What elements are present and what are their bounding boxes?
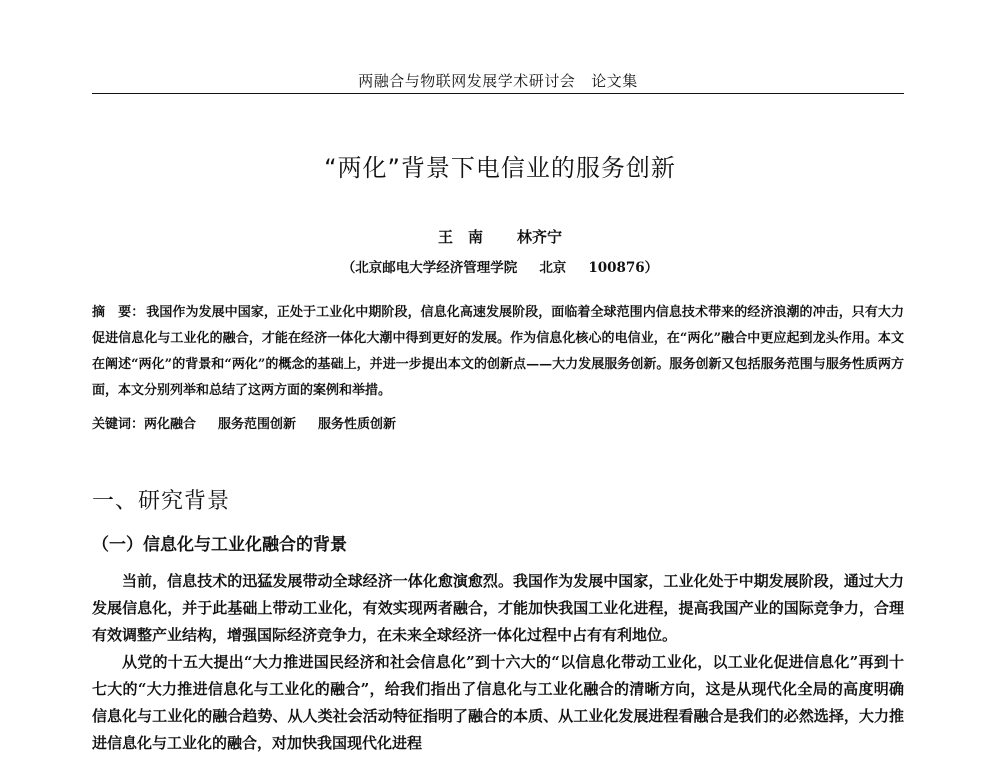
running-header-series: 两融合与物联网发展学术研讨会 [358,72,576,90]
header-rule [92,93,904,94]
affiliation [0,256,1000,276]
body-paragraph: 当前，信息技术的迅猛发展带动全球经济一体化愈演愈烈。我国作为发展中国家，工业化处于中期发展阶段，通过大力发展信息化，并于此基础上带动工业化，有效实现两者融合，才能加快我国工业化进程，提高我国产业的国际竞争力，合理有效调整产业结构，增强国际经济竞争力，在未来全球经济一体化过程中占有有利地位。 [92,572,904,644]
abstract-text: 我国作为发展中国家，正处于工业化中期阶段，信息化高速发展阶段，面临着全球范围内信息技术带来的经济浪潮的冲击，只有大力促进信息化与工业化的融合，才能在经济一体化大潮中得到更好的发展。作为信息化核心的电信业，在“两化”融合中更应起到龙头作用。本文在阐述“两化”的背景和“两化”的概念的基础上，并进一步提出本文的创新点——大力发展服务创新。服务创新又包括服务范围与服务性质两方面，本文分别列举和总结了这两方面的案例和举措。 [92,305,904,398]
affiliation-institution: （北京邮电大学经济管理学院 [341,260,518,276]
affiliation-city: 北京 [539,260,567,276]
author-name: 林齐宁 [517,228,563,246]
section-heading: 一、研究背景 [92,489,231,514]
keywords-label: 关键词： [92,417,145,432]
running-header [92,70,904,91]
paper-title: “两化”背景下电信业的服务创新 [324,154,676,182]
abstract [92,300,904,404]
keyword: 服务范围创新 [218,417,297,432]
body-paragraph: 从党的十五大提出“大力推进国民经济和社会信息化”到十六大的“以信息化带动工业化，以工业化促进信息化”再到十七大的“大力推进信息化与工业化的融合”，给我们指出了信息化与工业化融合的清晰方向，这是从现代化全局的高度明确信息化与工业化的融合趋势、从人类社会活动特征指明了融合的本质、从工业化发展进程看融合是我们的必然选择，大力推进信息化与工业化的融合，对加快我国现代化进程 [92,653,904,752]
abstract-label: 摘 要： [92,305,145,320]
author-line [0,226,1000,247]
running-header-volume: 论文集 [591,72,638,90]
affiliation-postcode: 100876） [588,260,659,276]
body-text [92,568,904,757]
subsection-heading: （一）信息化与工业化融合的背景 [92,535,347,555]
keywords [92,413,904,432]
keyword: 两化融合 [144,417,197,432]
keyword: 服务性质创新 [318,417,397,432]
author-name: 王 南 [437,228,483,246]
